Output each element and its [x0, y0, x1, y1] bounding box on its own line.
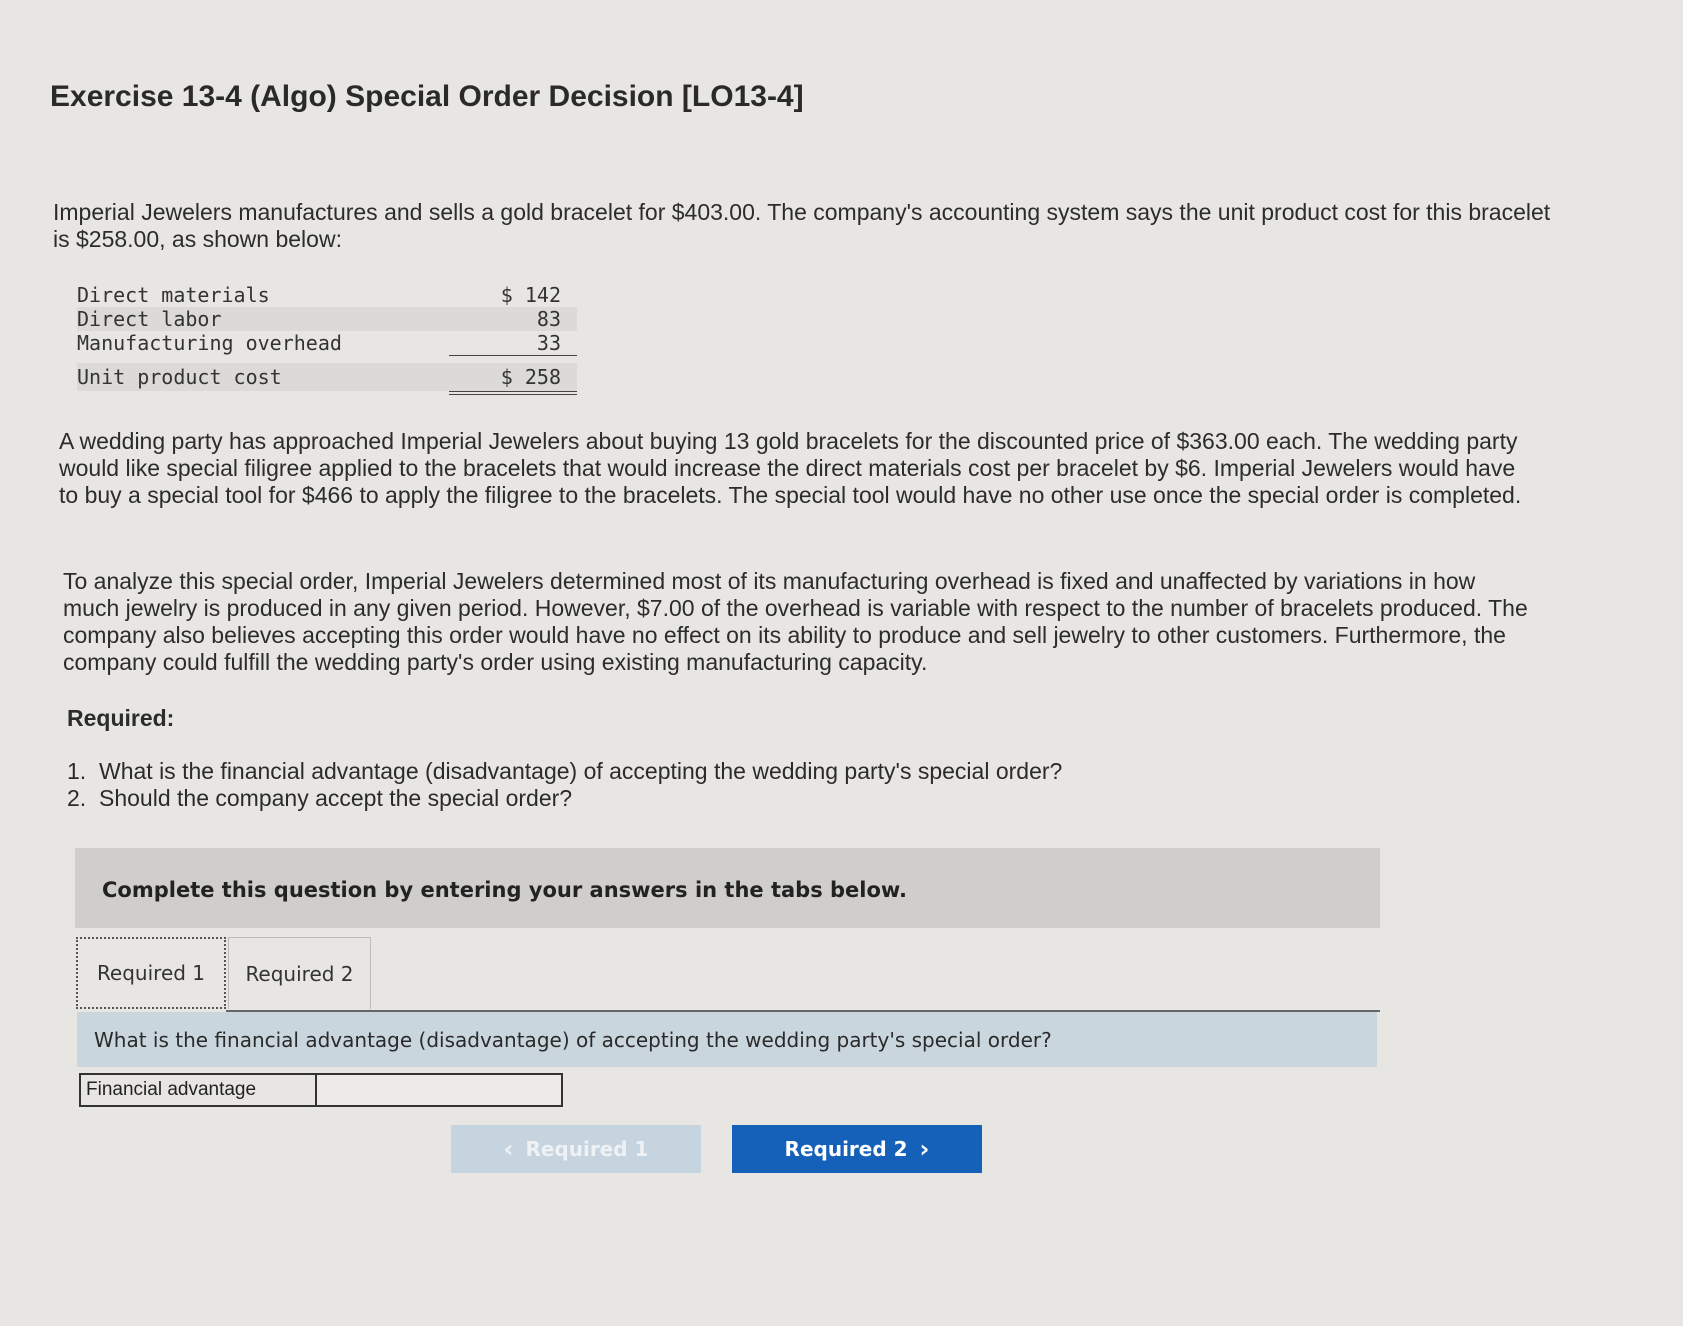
cost-row-manufacturing-overhead: [77, 331, 577, 355]
prev-required-button[interactable]: [451, 1125, 701, 1173]
cost-table: [77, 283, 577, 391]
special-order-paragraph: A wedding party has approached Imperial Jewelers about buying 13 gold bracelets for the discounted price of $363.00 each. The wedding party would like special filigree applied to the bracelets that would increase the direct materials cost per bracelet by $6. Imperial Jewelers would have to buy a special tool for $466 to apply the filigree to the bracelets. The special tool would have no other use once the special order is completed.: [59, 428, 1522, 508]
cost-row-direct-labor: [77, 307, 577, 331]
cost-label: Direct labor: [77, 307, 222, 331]
cost-value: $ 142: [500, 283, 561, 307]
intro-paragraph: Imperial Jewelers manufactures and sells a gold bracelet for $403.00. The company's accounting system says the unit product cost for this bracelet is $258.00, as shown below:: [53, 199, 1551, 252]
cost-value: 83: [536, 307, 561, 331]
analysis-paragraph: To analyze this special order, Imperial Jewelers determined most of its manufacturing overhead is fixed and unaffected by variations in how much jewelry is produced in any given period. However, $7.00 of the overhead is variable with respect to the number of bracelets produced. The company also believes accepting this order would have no effect on its ability to produce and sell jewelry to other customers. Furthermore, the company could fulfill the wedding party's order using existing manufacturing capacity.: [63, 568, 1528, 675]
required-list: [67, 758, 1062, 812]
list-item: [67, 758, 1062, 785]
list-item-text: Should the company accept the special order?: [99, 785, 573, 811]
cost-value: 33: [449, 331, 577, 356]
list-item-text: What is the financial advantage (disadvantage) of accepting the wedding party's special order?: [99, 758, 1063, 784]
next-required-button[interactable]: [732, 1125, 982, 1173]
financial-advantage-input[interactable]: [317, 1075, 561, 1105]
cost-row-unit-product-cost: [77, 363, 577, 391]
required-heading: Required:: [67, 705, 175, 731]
list-item: [67, 785, 1062, 812]
cost-row-direct-materials: [77, 283, 577, 307]
chevron-left-icon: ‹: [503, 1135, 514, 1163]
total-label: Unit product cost: [77, 365, 282, 389]
cost-label: Manufacturing overhead: [77, 331, 342, 355]
tab-required-2[interactable]: Required 2: [228, 937, 371, 1009]
tab-required-1[interactable]: Required 1: [76, 937, 226, 1009]
answer-row: [79, 1073, 563, 1107]
chevron-right-icon: ›: [919, 1135, 930, 1163]
question-prompt: What is the financial advantage (disadvantage) of accepting the wedding party's special order?: [77, 1012, 1377, 1067]
answer-label: Financial advantage: [81, 1075, 317, 1105]
page-title: Exercise 13-4 (Algo) Special Order Decision [LO13-4]: [50, 80, 804, 113]
list-item-number: 2.: [67, 785, 87, 811]
cost-label: Direct materials: [77, 283, 270, 307]
total-value: $ 258: [449, 363, 577, 395]
prev-button-label: Required 1: [525, 1137, 649, 1161]
instruction-box: Complete this question by entering your answers in the tabs below.: [75, 848, 1380, 928]
list-item-number: 1.: [67, 758, 87, 784]
next-button-label: Required 2: [784, 1137, 908, 1161]
